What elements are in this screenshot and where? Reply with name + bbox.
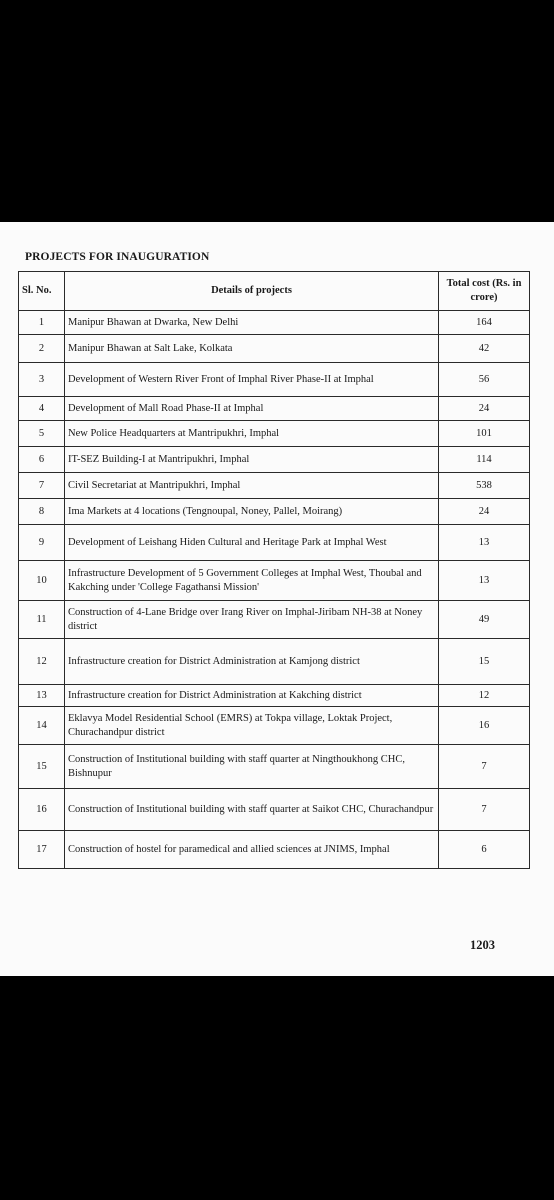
row-total-cost: 7: [439, 745, 530, 789]
row-total-cost: 538: [439, 473, 530, 499]
row-total-cost: 6: [439, 831, 530, 869]
row-sl-no: 3: [19, 363, 65, 397]
document-title: PROJECTS FOR INAUGURATION: [25, 251, 210, 263]
row-project-details: Eklavya Model Residential School (EMRS) at Tokpa village, Loktak Project, Churachandpur district: [65, 707, 439, 745]
row-sl-no: 4: [19, 397, 65, 421]
row-project-details: Civil Secretariat at Mantripukhri, Imphal: [65, 473, 439, 499]
row-total-cost: 42: [439, 335, 530, 363]
table-body: [19, 311, 530, 869]
table-row: [19, 789, 530, 831]
row-total-cost: 114: [439, 447, 530, 473]
row-sl-no: 10: [19, 561, 65, 601]
table-row: [19, 525, 530, 561]
row-sl-no: 5: [19, 421, 65, 447]
row-total-cost: 13: [439, 525, 530, 561]
row-project-details: Construction of 4-Lane Bridge over Irang River on Imphal-Jiribam NH-38 at Noney district: [65, 601, 439, 639]
row-project-details: Infrastructure Development of 5 Government Colleges at Imphal West, Thoubal and Kakching under 'College Fagathansi Mission': [65, 561, 439, 601]
row-sl-no: 7: [19, 473, 65, 499]
table-row: [19, 499, 530, 525]
table-row: [19, 831, 530, 869]
projects-table: [18, 271, 530, 869]
document-page: [0, 222, 554, 976]
table-row: [19, 335, 530, 363]
row-project-details: Development of Leishang Hiden Cultural and Heritage Park at Imphal West: [65, 525, 439, 561]
row-sl-no: 6: [19, 447, 65, 473]
table-row: [19, 421, 530, 447]
row-project-details: IT-SEZ Building-I at Mantripukhri, Imphal: [65, 447, 439, 473]
grand-total: 1203: [470, 938, 495, 952]
table-header-row: [19, 272, 530, 311]
row-project-details: Development of Mall Road Phase-II at Imphal: [65, 397, 439, 421]
table-row: [19, 745, 530, 789]
row-sl-no: 17: [19, 831, 65, 869]
row-project-details: Development of Western River Front of Imphal River Phase-II at Imphal: [65, 363, 439, 397]
row-project-details: Construction of Institutional building with staff quarter at Saikot CHC, Churachandpur: [65, 789, 439, 831]
row-sl-no: 15: [19, 745, 65, 789]
header-total-cost: Total cost (Rs. in crore): [439, 272, 530, 311]
table-row: [19, 473, 530, 499]
row-project-details: Ima Markets at 4 locations (Tengnoupal, Noney, Pallel, Moirang): [65, 499, 439, 525]
row-project-details: Infrastructure creation for District Administration at Kamjong district: [65, 639, 439, 685]
table-row: [19, 685, 530, 707]
row-project-details: Infrastructure creation for District Administration at Kakching district: [65, 685, 439, 707]
table-row: [19, 397, 530, 421]
row-total-cost: 24: [439, 499, 530, 525]
row-total-cost: 7: [439, 789, 530, 831]
row-total-cost: 24: [439, 397, 530, 421]
row-sl-no: 9: [19, 525, 65, 561]
row-sl-no: 1: [19, 311, 65, 335]
row-total-cost: 101: [439, 421, 530, 447]
table-row: [19, 311, 530, 335]
table-row: [19, 561, 530, 601]
header-sl-no: Sl. No.: [19, 272, 65, 311]
row-project-details: Manipur Bhawan at Salt Lake, Kolkata: [65, 335, 439, 363]
row-total-cost: 13: [439, 561, 530, 601]
table-row: [19, 363, 530, 397]
table-row: [19, 639, 530, 685]
row-total-cost: 56: [439, 363, 530, 397]
row-total-cost: 15: [439, 639, 530, 685]
table-row: [19, 447, 530, 473]
row-total-cost: 164: [439, 311, 530, 335]
header-details: Details of projects: [65, 272, 439, 311]
row-sl-no: 2: [19, 335, 65, 363]
row-sl-no: 13: [19, 685, 65, 707]
row-sl-no: 16: [19, 789, 65, 831]
row-project-details: Manipur Bhawan at Dwarka, New Delhi: [65, 311, 439, 335]
row-project-details: Construction of hostel for paramedical and allied sciences at JNIMS, Imphal: [65, 831, 439, 869]
table-row: [19, 707, 530, 745]
row-total-cost: 12: [439, 685, 530, 707]
table-row: [19, 601, 530, 639]
row-project-details: New Police Headquarters at Mantripukhri, Imphal: [65, 421, 439, 447]
row-sl-no: 8: [19, 499, 65, 525]
row-total-cost: 49: [439, 601, 530, 639]
row-sl-no: 12: [19, 639, 65, 685]
row-total-cost: 16: [439, 707, 530, 745]
row-sl-no: 11: [19, 601, 65, 639]
row-project-details: Construction of Institutional building with staff quarter at Ningthoukhong CHC, Bishnupur: [65, 745, 439, 789]
row-sl-no: 14: [19, 707, 65, 745]
